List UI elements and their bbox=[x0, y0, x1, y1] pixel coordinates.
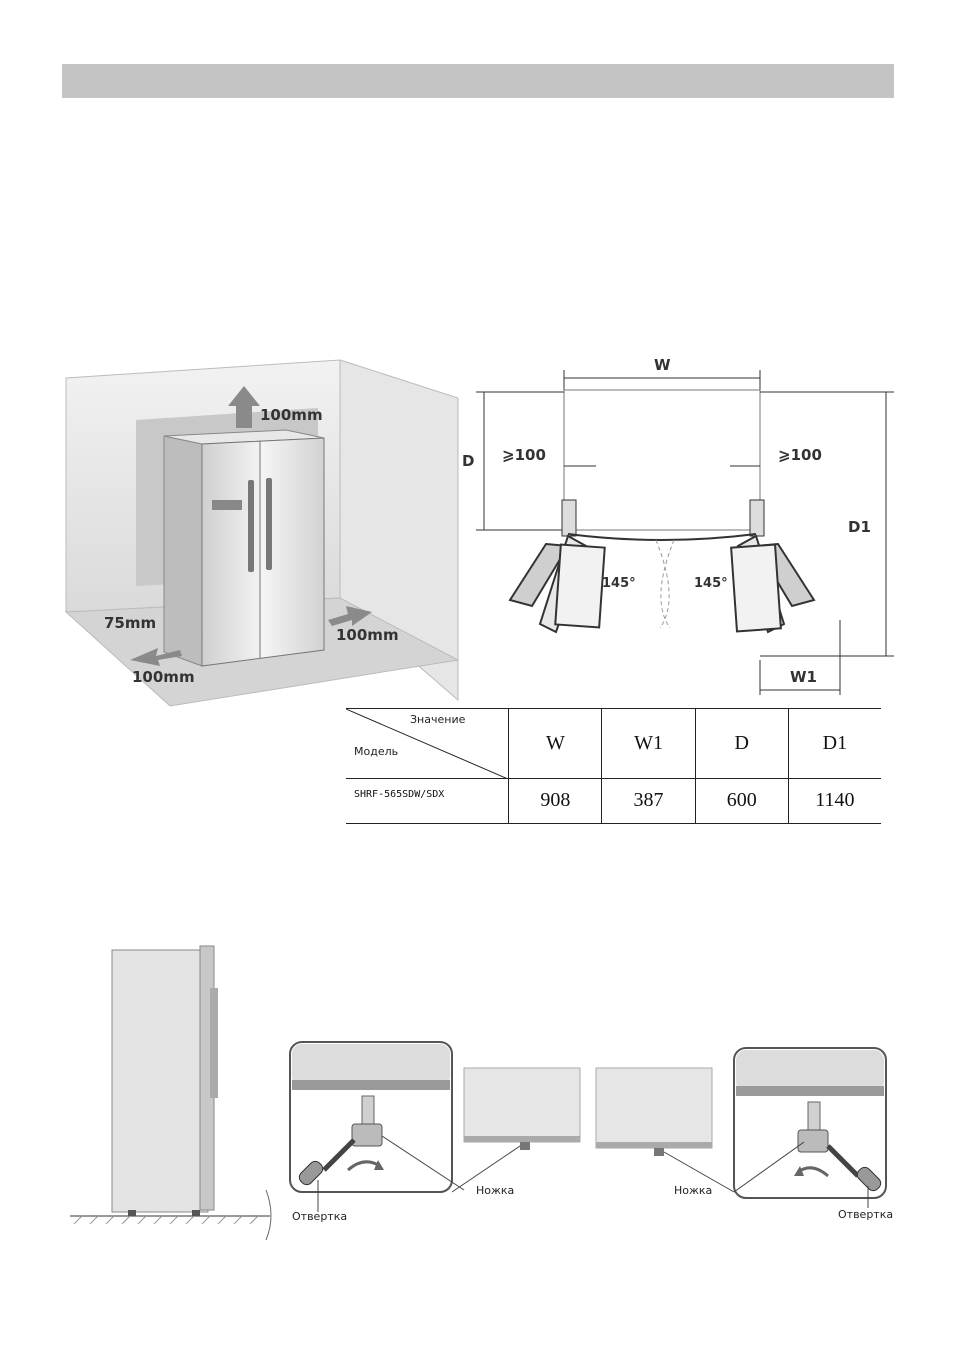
table-header-d: D bbox=[695, 709, 788, 779]
door-diagram-drawing bbox=[460, 350, 900, 695]
side-view-drawing bbox=[70, 940, 290, 1240]
leveling-right-illustration bbox=[592, 1046, 892, 1236]
dim-w-label: W bbox=[654, 356, 671, 374]
table-bottom-rule bbox=[346, 823, 881, 824]
table-header-d1: D1 bbox=[788, 709, 881, 779]
angle-left-label: 145° bbox=[602, 576, 636, 591]
room-drawing bbox=[60, 350, 460, 710]
table-cell-w1: 387 bbox=[602, 779, 695, 823]
gap-right-label: ⩾100 bbox=[778, 446, 822, 464]
screwdriver-label-right: Отвертка bbox=[838, 1208, 894, 1221]
dim-w1-label: W1 bbox=[790, 668, 817, 686]
angle-right-label: 145° bbox=[694, 576, 728, 591]
table-corner-cell bbox=[346, 709, 509, 779]
table-header-w1: W1 bbox=[602, 709, 695, 779]
dim-d1-label: D1 bbox=[848, 518, 871, 536]
table-cell-w: 908 bbox=[509, 779, 602, 823]
foot-label-right: Ножка bbox=[674, 1184, 713, 1197]
clearance-top-label: 100mm bbox=[260, 406, 323, 424]
table-cell-model: SHRF-565SDW/SDX bbox=[346, 779, 509, 823]
clearance-back-label: 75mm bbox=[104, 614, 157, 632]
door-opening-diagram bbox=[460, 350, 900, 695]
section-header-bar bbox=[62, 64, 894, 98]
dim-d-label: D bbox=[462, 452, 475, 470]
leveling-left-drawing bbox=[288, 1040, 588, 1230]
gap-left-label: ⩾100 bbox=[502, 446, 546, 464]
clearance-right-label: 100mm bbox=[336, 626, 399, 644]
foot-label-left: Ножка bbox=[476, 1184, 515, 1197]
dimension-table bbox=[346, 708, 881, 823]
corner-value-label: Значение bbox=[410, 713, 466, 726]
clearance-front-label: 100mm bbox=[132, 668, 195, 686]
leveling-left-illustration bbox=[288, 1040, 588, 1230]
table-cell-d: 600 bbox=[695, 779, 788, 823]
side-tilt-illustration bbox=[70, 940, 290, 1240]
table-header-w: W bbox=[509, 709, 602, 779]
table-header-row bbox=[346, 709, 881, 779]
clearance-illustration bbox=[60, 350, 460, 710]
screwdriver-label-left: Отвертка bbox=[292, 1210, 348, 1223]
table-cell-d1: 1140 bbox=[788, 779, 881, 823]
corner-model-label: Модель bbox=[354, 745, 399, 758]
table-row bbox=[346, 779, 881, 823]
